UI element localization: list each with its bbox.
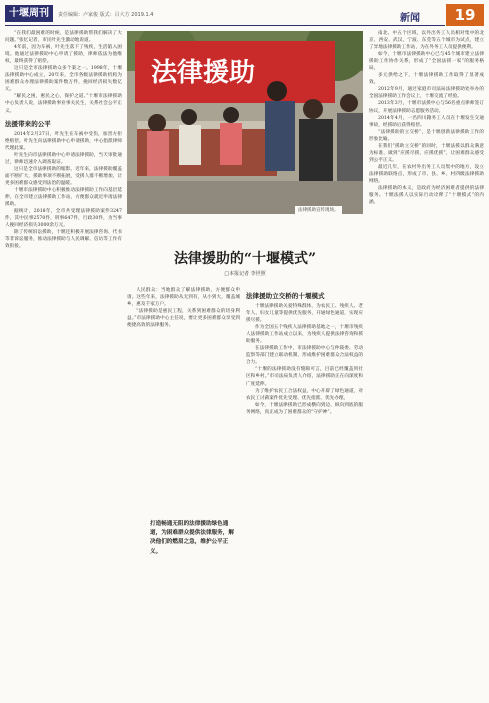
article-title: 法律援助的“十堰模式”: [173, 251, 317, 267]
paragraph: 法律援助的本义，是政府为经济困难者提供的法律服务。十堰法援人以实际行动诠释了“十堰模式”的内涵。: [369, 186, 484, 206]
photo-caption: 法律援助宣传现场。: [295, 206, 342, 214]
paragraph: 十堰法律援助关爱特殊群体，为农民工、残疾人、老年人、妇女儿童等提供优先服务，开通绿色通道，实现应援尽援。: [246, 304, 363, 324]
paragraph: 人民群众：当地群众了解法律援助，方便群众申请。这些年来，法律援助从无到有，从小到大，覆盖城乡，惠及千家万户。: [127, 288, 240, 308]
header-rule: [5, 25, 445, 26]
paragraph: 作为全国五个残疾人法律援助基地之一，十堰市残疾人法律援助工作站成立以来，为残疾人提供法律咨询和援助服务。: [246, 325, 363, 345]
paragraph: 2014年2月27日，叶先生在车祸中受伤，加害方拒绝赔偿。叶先生向法律援助中心申请援助，中心指派律师代理此案。: [5, 131, 122, 151]
paragraph: 最近几年，在农村外出务工人员集中的地方，设立法律援助联络点，形成了市、县、乡、村四级法律援助网络。: [369, 164, 484, 184]
paragraph: “在我们最困难的时候，是法律援助帮我们解决了大问题。”张忆记者，市民叶先生激动地说道。: [5, 31, 122, 44]
article-byline: □本报记者 李世照: [224, 271, 266, 277]
paragraph: 据统计，2018年，全市共受理法律援助案件3247件，其中民事2570件，刑事647件，行政30件，为当事人挽回经济损失3000余万元。: [5, 209, 122, 229]
article-column-4: [369, 30, 484, 699]
paragraph: 这只是全市法律援助的缩影。近年来，法律援助覆盖面不断扩大，援助事项不断拓展，受援人群不断增加，让更多困难群众感受到法治的温暖。: [5, 166, 122, 186]
paragraph: “十堰的法律援助没有缝隙可言，目前已经覆盖到社区和乡村。”市司法局负责人介绍，法律援助正在向深度和广度延伸。: [246, 367, 363, 387]
paragraph: 4年前，因为车祸，叶先生落下了残疾，生活陷入困境。他通过法律援助中心申请了援助，律师依法为他维权，最终获得了赔偿。: [5, 45, 122, 65]
editor-line: 责任编辑：卢家俊 版式：吕大方 2019.1.4: [58, 12, 154, 18]
article-column-3: [246, 287, 363, 699]
paragraph: 多元供给之下，十堰法律援助工作取得了显著成效。: [369, 73, 484, 86]
paragraph: 十堰市法律援助中心积极推动法律援助工作向基层延伸，在全市建立法律援助工作站，方便群众就近申请法律援助。: [5, 187, 122, 208]
event-photo-illustration: [127, 31, 363, 214]
paragraph: 如今，十堰法律援助已形成横向到边、纵向到底的服务网络，真正成为了困难群众的“守护神”。: [246, 402, 363, 415]
section-label: 新闻: [400, 13, 420, 24]
page-header: [0, 0, 489, 30]
paragraph: “解民之困，惠民之心，保护之道。”十堰市法律援助中心负责人说，法律援助事业事关民生，关系社会公平正义。: [5, 94, 122, 114]
page-number: 19: [446, 4, 484, 26]
paragraph: 在我们“援助立交桥”的同时，十堰法援以群众满意为标准，做到“应援尽援、应援优援”，让困难群众感受到公平正义。: [369, 143, 484, 163]
paragraph: 2012年9月，通过家庭市司法局法律援助处举办的全国法律援助工作会议上，十堰交流了经验。: [369, 87, 484, 100]
paragraph: 2013年3月，十堰市法援中心与56名重点律师签订协议，开展法律援助志愿服务活动。: [369, 101, 484, 114]
section-heading: 法律援助立交桥的十堰模式: [246, 292, 325, 300]
banner-text: 法律援助: [151, 58, 256, 88]
article-column-2: [127, 287, 240, 513]
paragraph: 叶先生向市法律援助中心申请法律援助，当天审批通过，律师迅速介入调查取证。: [5, 152, 122, 165]
event-photo: [127, 31, 363, 214]
article-column-1: [5, 30, 122, 699]
section-heading: 法援带来的公平: [5, 119, 51, 128]
paragraph: “法律援助是惠民工程，关系到困难群众的切身利益。”市法律援助中心主任说，要让更多困难群众享受到便捷高效的法律服务。: [127, 309, 240, 329]
paragraph: 除了传统诉讼援助，十堰还积极开展法律咨询、代书等非诉讼服务，推动法律援助与人民调解、信访等工作有效衔接。: [5, 230, 122, 250]
paragraph: 2014年4月，一名四川籍务工人员在十堰发生交通事故，经援助后获得赔偿。: [369, 115, 484, 128]
pull-quote: 打造畅通无阻的法律援助绿色通道，为困难群众提供法律服务，解决他们的燃眉之急，维护公平正义。: [150, 521, 234, 555]
paragraph: 南北、中五个区域，以外出务工人员相对集中的北京、西安、武汉、宁波、东莞等五个城市为试点，建立了异地法律援助工作站，为在外务工人员提供便利。: [369, 31, 484, 51]
paragraph: 在法律援助工作中，市法律援助中心与仲裁委、劳动监察等部门建立联动机制，形成维护困难群众合法权益的合力。: [246, 346, 363, 366]
masthead-logo: 十堰周刊: [5, 5, 53, 22]
paragraph: “法律援助的立交桥”，是十堰创新法律援助工作的形象比喻。: [369, 129, 484, 142]
paragraph: 如今，十堰市法律援助中心已与45个城市建立法律援助工作协作关系，形成了“全国法援一家”的服务格局。: [369, 52, 484, 72]
paragraph: 这只是全市法律援助众多个案之一。1998年，十堰法律援助中心成立，20年来，全市各级法律援助机构为困难群众办理法律援助案件数万件，挽回经济损失数亿元。: [5, 66, 122, 93]
paragraph: 为了维护农民工合法权益，中心开辟了绿色通道，对农民工讨薪案件优先受理、优先指派、优先办理。: [246, 388, 363, 401]
